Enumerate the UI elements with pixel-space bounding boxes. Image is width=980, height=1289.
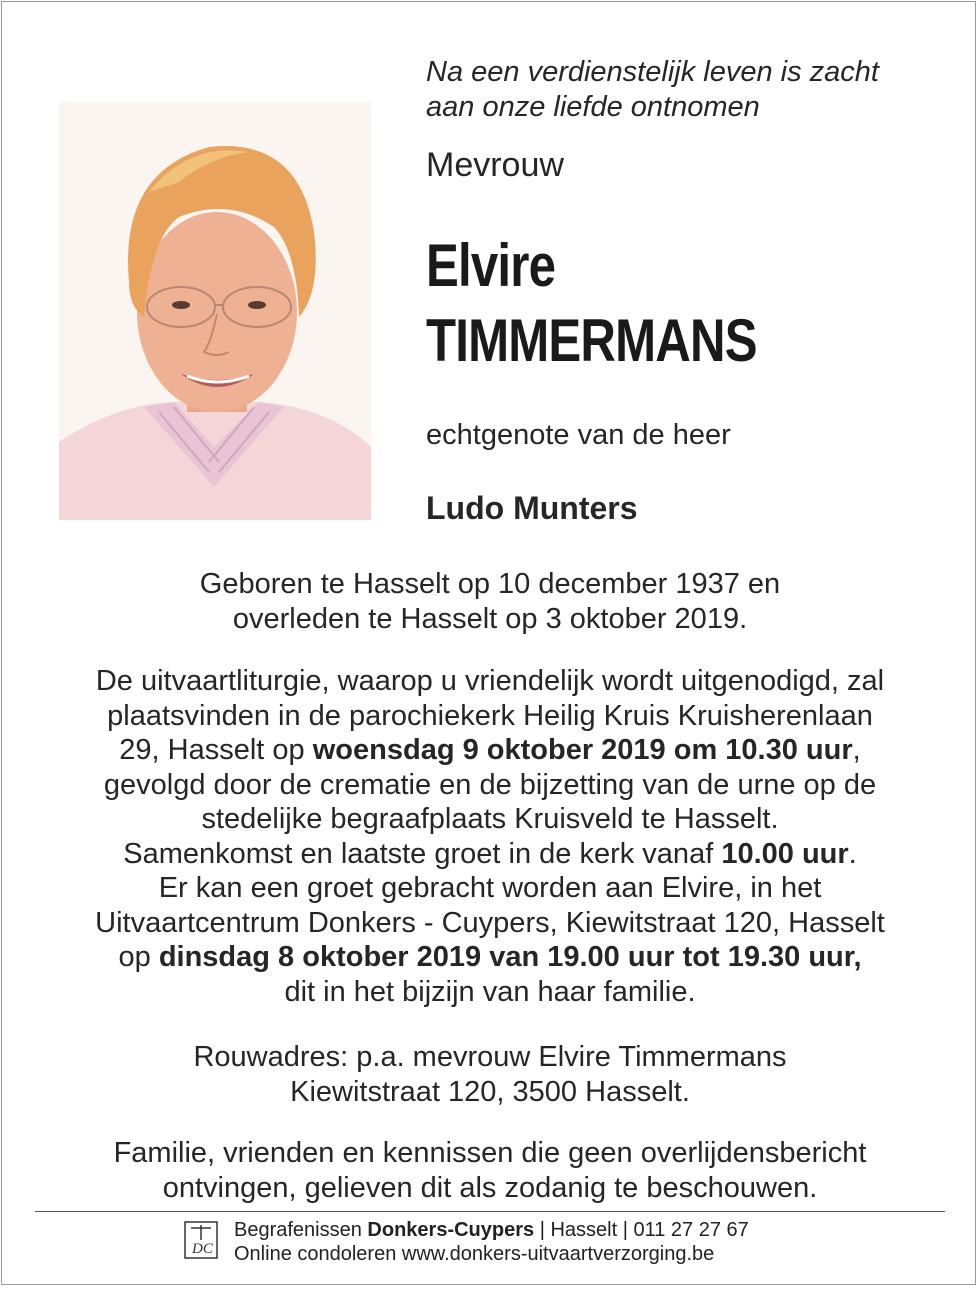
ceremony-line-6c: .: [848, 837, 857, 870]
notice-line-2: ontvingen, gelieven dit als zodanig te beschouwen.: [162, 1171, 818, 1204]
ceremony-date-time: woensdag 9 oktober 2019 om 10.30 uur: [312, 734, 853, 766]
address-line-1: Rouwadres: p.a. mevrouw Elvire Timmermans: [193, 1041, 787, 1073]
ceremony-line-4: gevolgd door de crematie en de bijzetting van de urne op de: [103, 768, 877, 801]
salutation: Mevrouw: [426, 146, 564, 184]
ceremony-line-10: dit in het bijzijn van haar familie.: [284, 975, 696, 1008]
ceremony-line-5: stedelijke begraafplaats Kruisveld te Hasselt.: [201, 803, 779, 835]
intro-line-1: Na een verdienstelijk leven is zacht: [426, 56, 879, 88]
dates-line-1: Geboren te Hasselt op 10 december 1937 en: [199, 568, 781, 600]
gathering-time: 10.00 uur: [721, 837, 849, 870]
ceremony-line-7: Er kan een groet gebracht worden aan Elvire, in het: [158, 872, 822, 904]
ceremony-line-2: plaatsvinden in de parochiekerk Heilig Kruis Kruisherenlaan: [107, 699, 873, 732]
intro-text: [426, 55, 879, 125]
portrait-photo: [59, 102, 371, 520]
visitation-time: dinsdag 8 oktober 2019 van 19.00 uur tot 19.30 uur,: [158, 941, 862, 973]
footer-prefix: Begrafenissen: [234, 1219, 368, 1241]
deceased-name: [426, 228, 757, 378]
footer-contact: | Hasselt | 011 27 27 67: [534, 1219, 749, 1241]
notice-text: [40, 1136, 940, 1205]
footer: [234, 1218, 749, 1266]
svg-text:DC: DC: [192, 1241, 213, 1257]
ceremony-details: [40, 664, 940, 1009]
intro-line-2: aan onze liefde ontnomen: [426, 91, 760, 123]
ceremony-line-3c: ,: [852, 734, 861, 766]
partner-name: Ludo Munters: [426, 490, 638, 526]
funeral-home-logo-icon: [183, 1220, 219, 1260]
footer-divider: [35, 1211, 945, 1212]
deceased-last-name: TIMMERMANS: [426, 307, 757, 374]
mourning-address: [40, 1040, 940, 1109]
notice-line-1: Familie, vrienden en kennissen die geen overlijdensbericht: [113, 1137, 867, 1169]
ceremony-line-3a: 29, Hasselt op: [119, 734, 313, 766]
ceremony-line-8: Uitvaartcentrum Donkers - Cuypers, Kiewitstraat 120, Hasselt: [95, 906, 885, 939]
address-line-2: Kiewitstraat 120, 3500 Hasselt.: [290, 1075, 690, 1108]
ceremony-line-1: De uitvaartliturgie, waarop u vriendelijk wordt uitgenodigd, zal: [95, 665, 885, 697]
footer-website[interactable]: Online condoleren www.donkers-uitvaartverzorging.be: [234, 1243, 715, 1265]
ceremony-line-6a: Samenkomst en laatste groet in de kerk vanaf: [123, 837, 722, 870]
footer-company: Donkers-Cuypers: [367, 1219, 535, 1241]
deceased-first-name: Elvire: [426, 232, 556, 299]
dates-line-2: overleden te Hasselt op 3 oktober 2019.: [232, 602, 748, 635]
birth-death-dates: [40, 567, 940, 636]
relation-text: echtgenote van de heer: [426, 419, 731, 451]
ceremony-line-9a: op: [118, 941, 159, 973]
portrait-illustration: [59, 102, 371, 520]
